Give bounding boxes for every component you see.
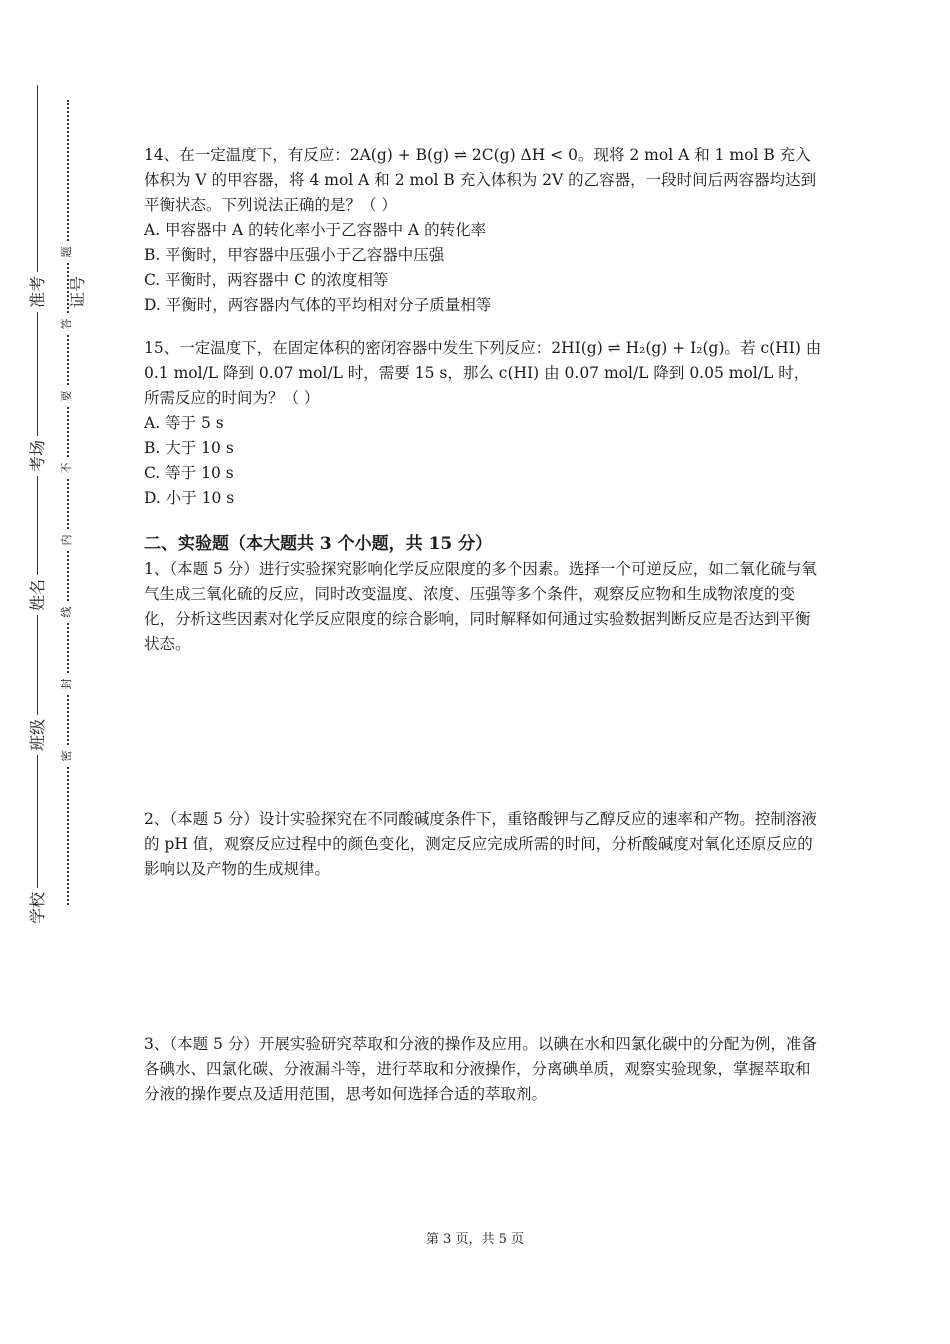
exam-content: [144, 143, 824, 1107]
section-title: 二、实验题（本大题共 3 个小题，共 15 分）: [144, 534, 493, 554]
option-c: C. 平衡时，两容器中 C 的浓度相等: [144, 271, 389, 289]
option-a: A. 甲容器中 A 的转化率小于乙容器中 A 的转化率: [144, 221, 487, 239]
section-experiments: [144, 531, 824, 1107]
question-stem: 15、一定温度下，在固定体积的密闭容器中发生下列反应：2HI(g) ⇌ H₂(g) + I₂(g)。若 c(HI) 由 0.1 mol/L 降到 0.07 mol/L 时，需要 15 s，那么 c(HI) 由 0.07 mol/L 降到 0.05 mol/L 时，所需反应的时间为？（ ）: [144, 339, 822, 407]
question-stem: 14、在一定温度下，有反应：2A(g) + B(g) ⇌ 2C(g) ΔH < 0。现将 2 mol A 和 1 mol B 充入体积为 V 的甲容器，将 4 mol A 和 2 mol B 充入体积为 2V 的乙容器，一段时间后两容器均达到平衡状态。下列说法正确的是？（ ）: [144, 146, 817, 214]
seal-char: 封: [59, 675, 75, 693]
binding-margin: [0, 0, 100, 1344]
seal-char: 要: [59, 387, 75, 405]
experiment-question-1: 1、（本题 5 分）进行实验探究影响化学反应限度的多个因素。选择一个可逆反应，如二氧化硫与氧气生成三氧化硫的反应，同时改变温度、浓度、压强等多个条件，观察反应物和生成物浓度的变化，分析这些因素对化学反应限度的综合影响，同时解释如何通过实验数据判断反应是否达到平衡状态。: [144, 560, 817, 653]
question-15: [144, 336, 824, 511]
question-14: [144, 143, 824, 318]
field-exam-room: 考场: [18, 436, 58, 476]
option-c: C. 等于 10 s: [144, 464, 234, 482]
seal-char: 密: [59, 747, 75, 765]
seal-char: 题: [59, 243, 75, 261]
seal-char: 线: [59, 603, 75, 621]
field-school: 学校: [18, 888, 58, 928]
experiment-question-2: 2、（本题 5 分）设计实验探究在不同酸碱度条件下，重铬酸钾与乙醇反应的速率和产物。控制溶液的 pH 值，观察反应过程中的颜色变化，测定反应完成所需的时间，分析酸碱度对氧化还原反应的影响以及产物的生成规律。: [144, 810, 817, 878]
field-name: 姓名: [18, 575, 58, 615]
page-footer: 第 3 页，共 5 页: [425, 1232, 525, 1247]
binding-dotted-line: [67, 100, 69, 905]
answer-space: [144, 657, 824, 807]
answer-space: [144, 882, 824, 1032]
option-b: B. 大于 10 s: [144, 439, 234, 457]
seal-char: 内: [59, 531, 75, 549]
seal-char: 不: [59, 459, 75, 477]
field-class: 班级: [18, 715, 58, 755]
seal-char: 答: [59, 315, 75, 333]
experiment-question-3: 3、（本题 5 分）开展实验研究萃取和分液的操作及应用。以碘在水和四氯化碳中的分配为例，准备各碘水、四氯化碳、分液漏斗等，进行萃取和分液操作，分离碘单质，观察实验现象，掌握萃取和分液的操作要点及适用范围，思考如何选择合适的萃取剂。: [144, 1035, 817, 1103]
option-b: B. 平衡时，甲容器中压强小于乙容器中压强: [144, 246, 445, 264]
option-d: D. 小于 10 s: [144, 489, 235, 507]
option-d: D. 平衡时，两容器内气体的平均相对分子质量相等: [144, 296, 492, 314]
field-exam-number: 准考证号: [18, 272, 58, 312]
binding-solid-line: [37, 85, 38, 925]
option-a: A. 等于 5 s: [144, 414, 224, 432]
